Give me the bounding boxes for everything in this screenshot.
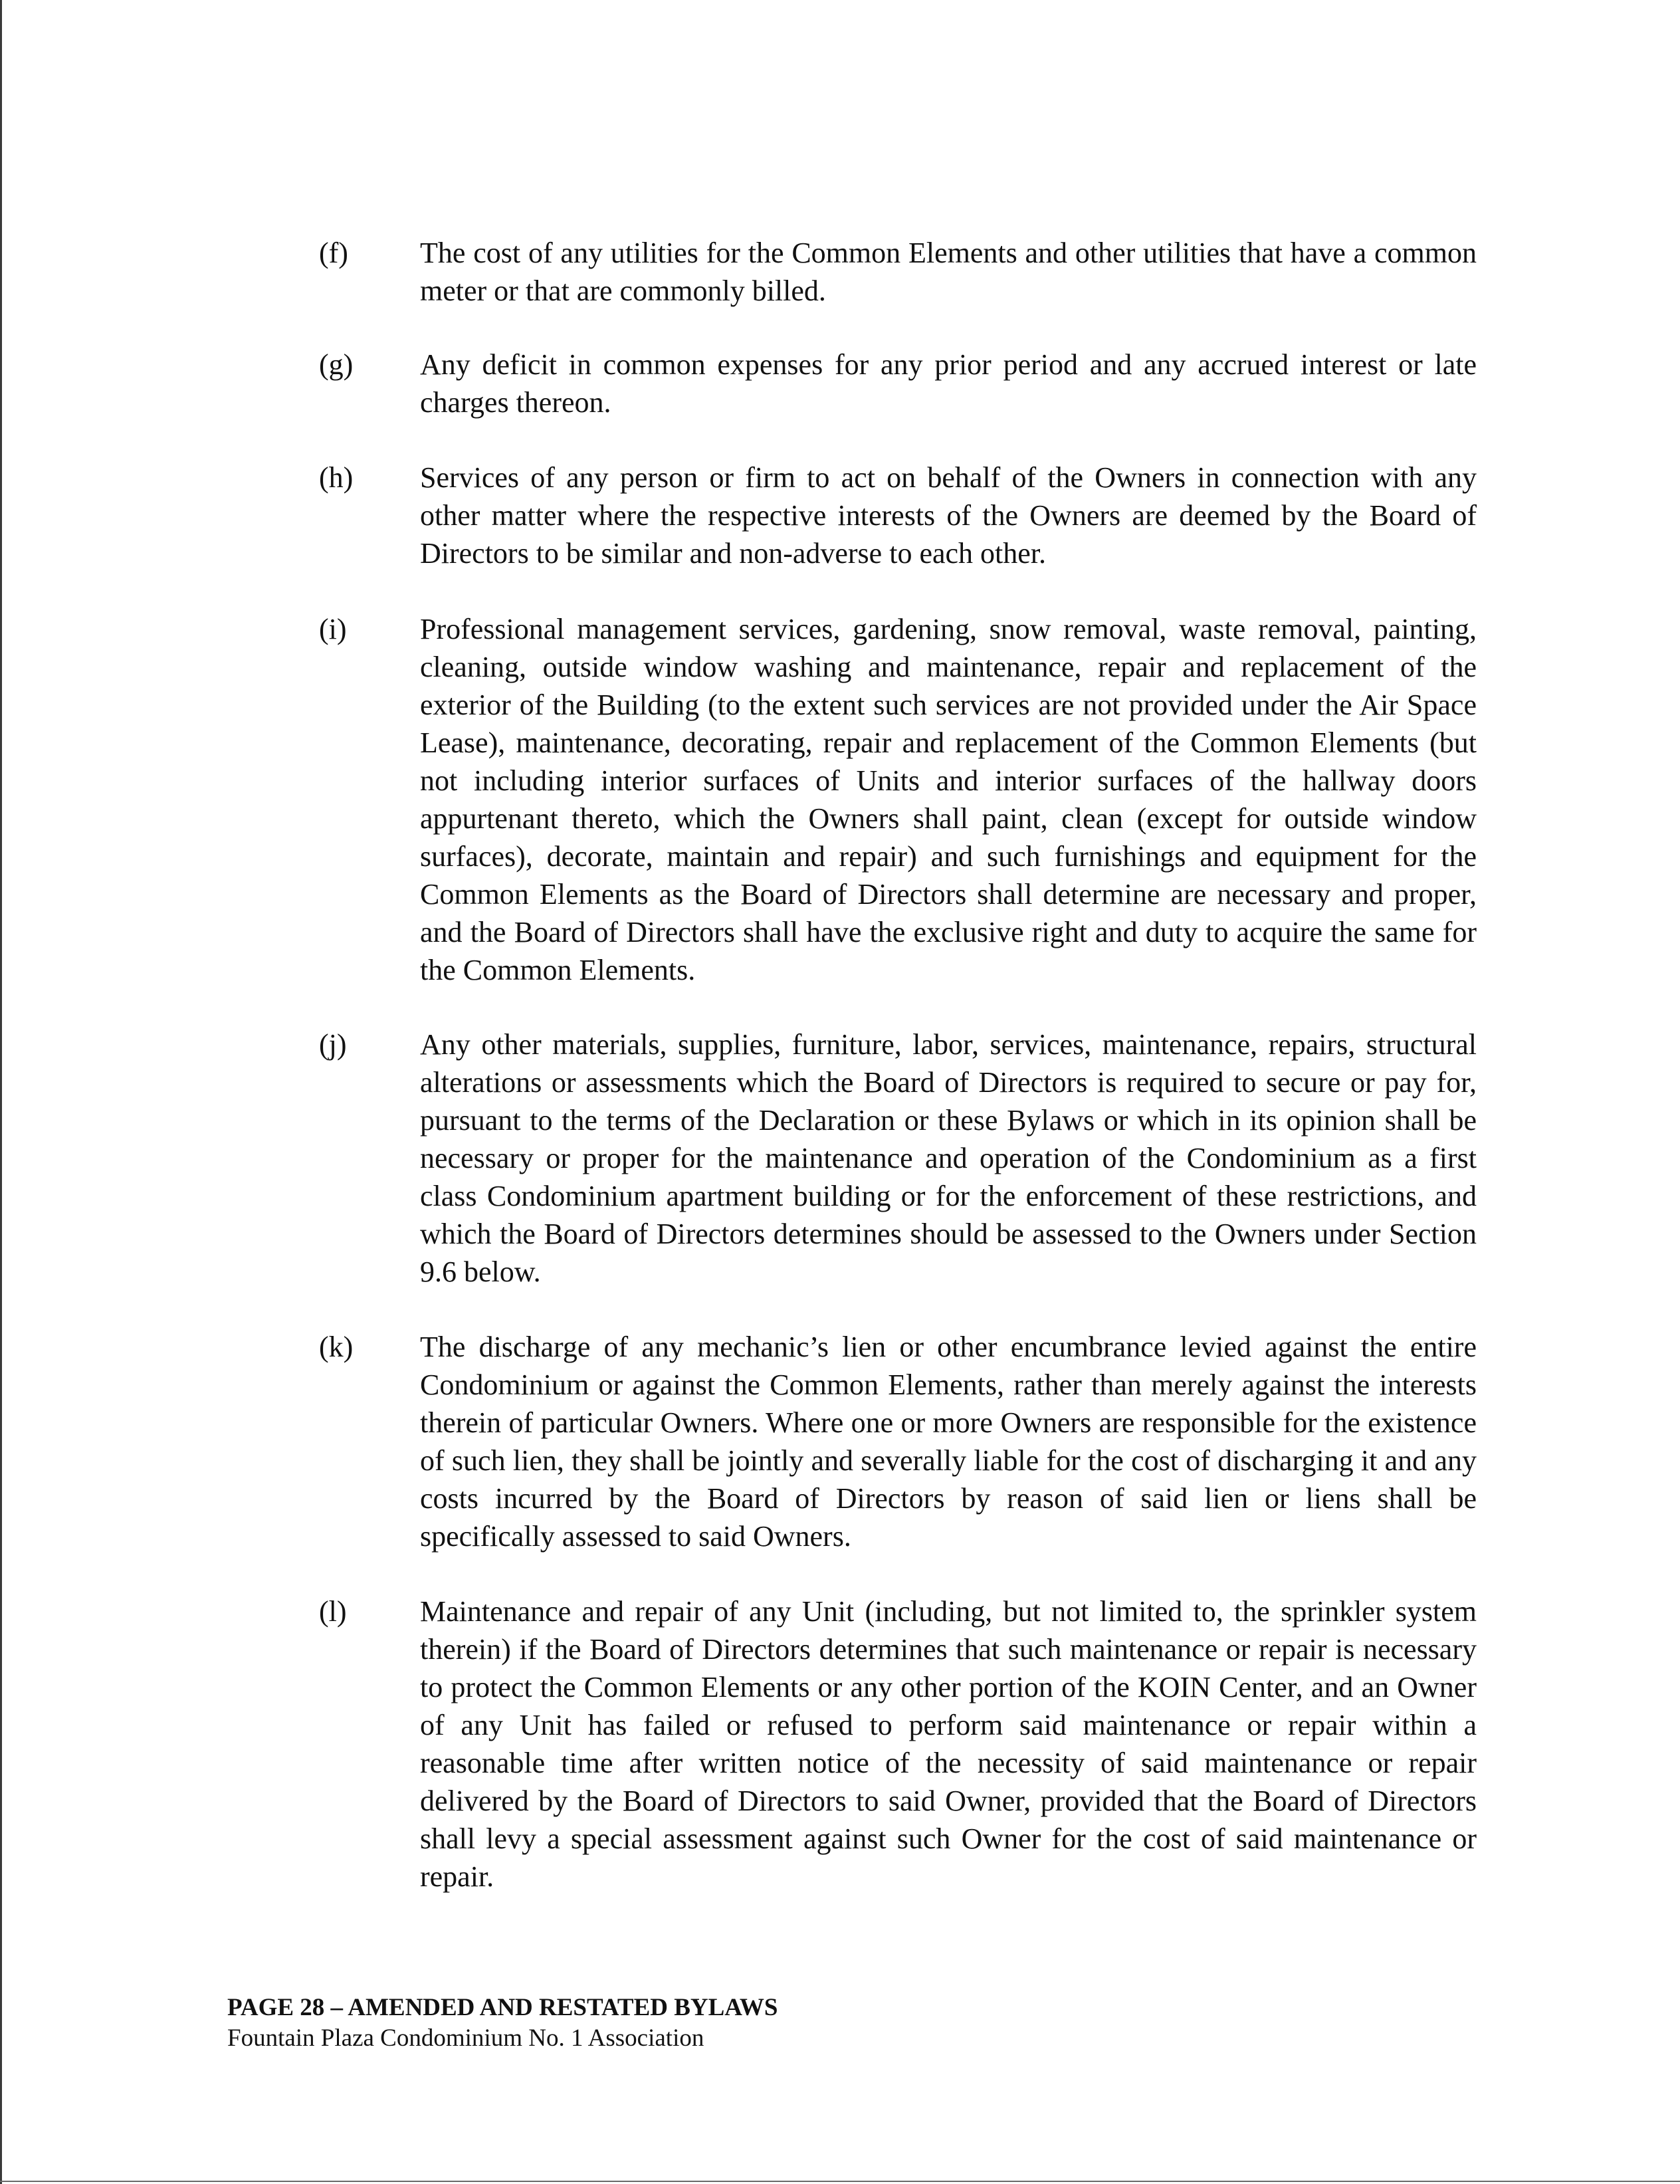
item-text: The discharge of any mechanic’s lien or other encumbrance levied against the entire Condominium or against the Common Elements, rather than merely against the interests therein of particular Owners. Where one or more Owners are responsible for the existence of such lien, they shall be jointly and severally liable for the cost of discharging it and any costs incurred by the Board of Directors by reason of said lien or liens shall be specifically assessed to said Owners. <box>420 1331 1477 1553</box>
scan-edge-bottom <box>0 2181 1680 2182</box>
footer-subtitle: Fountain Plaza Condominium No. 1 Association <box>227 2024 704 2052</box>
item-text: Any deficit in common expenses for any prior period and any accrued interest or late charges thereon. <box>420 348 1477 419</box>
item-text: Professional management services, gardening, snow removal, waste removal, painting, cleaning, outside window washing and maintenance, repair and replacement of the exterior of the Building (to the extent such services are not provided under the Air Space Lease), maintenance, decorating, repair and replacement of the Common Elements (but not including interior surfaces of Units and interior surfaces of the hallway doors appurtenant thereto, which the Owners shall paint, clean (except for outside window surfaces), decorate, maintain and repair) and such furnishings and equipment for the Common Elements as the Board of Directors shall determine are necessary and proper, and the Board of Directors shall have the exclusive right and duty to acquire the same for the Common Elements. <box>420 613 1477 986</box>
item-text: Services of any person or firm to act on behalf of the Owners in connection with any other matter where the respective interests of the Owners are deemed by the Board of Directors to be similar and non-adverse to each other. <box>420 461 1477 570</box>
page-footer <box>227 1993 778 2054</box>
footer-title: PAGE 28 – AMENDED AND RESTATED BYLAWS <box>227 1994 778 2021</box>
item-label: (l) <box>319 1595 347 1628</box>
item-label: (h) <box>319 461 354 494</box>
item-label: (j) <box>319 1028 347 1061</box>
item-text: Any other materials, supplies, furniture, labor, services, maintenance, repairs, structural alterations or assessments which the Board of Directors is required to secure or pay for, pursuant to the terms of the Declaration or these Bylaws or which in its opinion shall be necessary or proper for the maintenance and operation of the Condominium as a first class Condominium apartment building or for the enforcement of these restrictions, and which the Board of Directors determines should be assessed to the Owners under Section 9.6 below. <box>420 1028 1477 1288</box>
item-text: The cost of any utilities for the Common Elements and other utilities that have a common meter or that are commonly billed. <box>420 237 1477 307</box>
item-label: (f) <box>319 237 348 269</box>
item-label: (g) <box>319 348 354 381</box>
item-label: (k) <box>319 1331 354 1363</box>
item-label: (i) <box>319 613 347 645</box>
item-text: Maintenance and repair of any Unit (including, but not limited to, the sprinkler system therein) if the Board of Directors determines that such maintenance or repair is necessary to protect the Common Elements or any other portion of the KOIN Center, and an Owner of any Unit has failed or refused to perform said maintenance or repair within a reasonable time after written notice of the necessity of said maintenance or repair delivered by the Board of Directors to said Owner, provided that the Board of Directors shall levy a special assessment against such Owner for the cost of said maintenance or repair. <box>420 1595 1477 1893</box>
scan-edge-left <box>0 0 2 2184</box>
